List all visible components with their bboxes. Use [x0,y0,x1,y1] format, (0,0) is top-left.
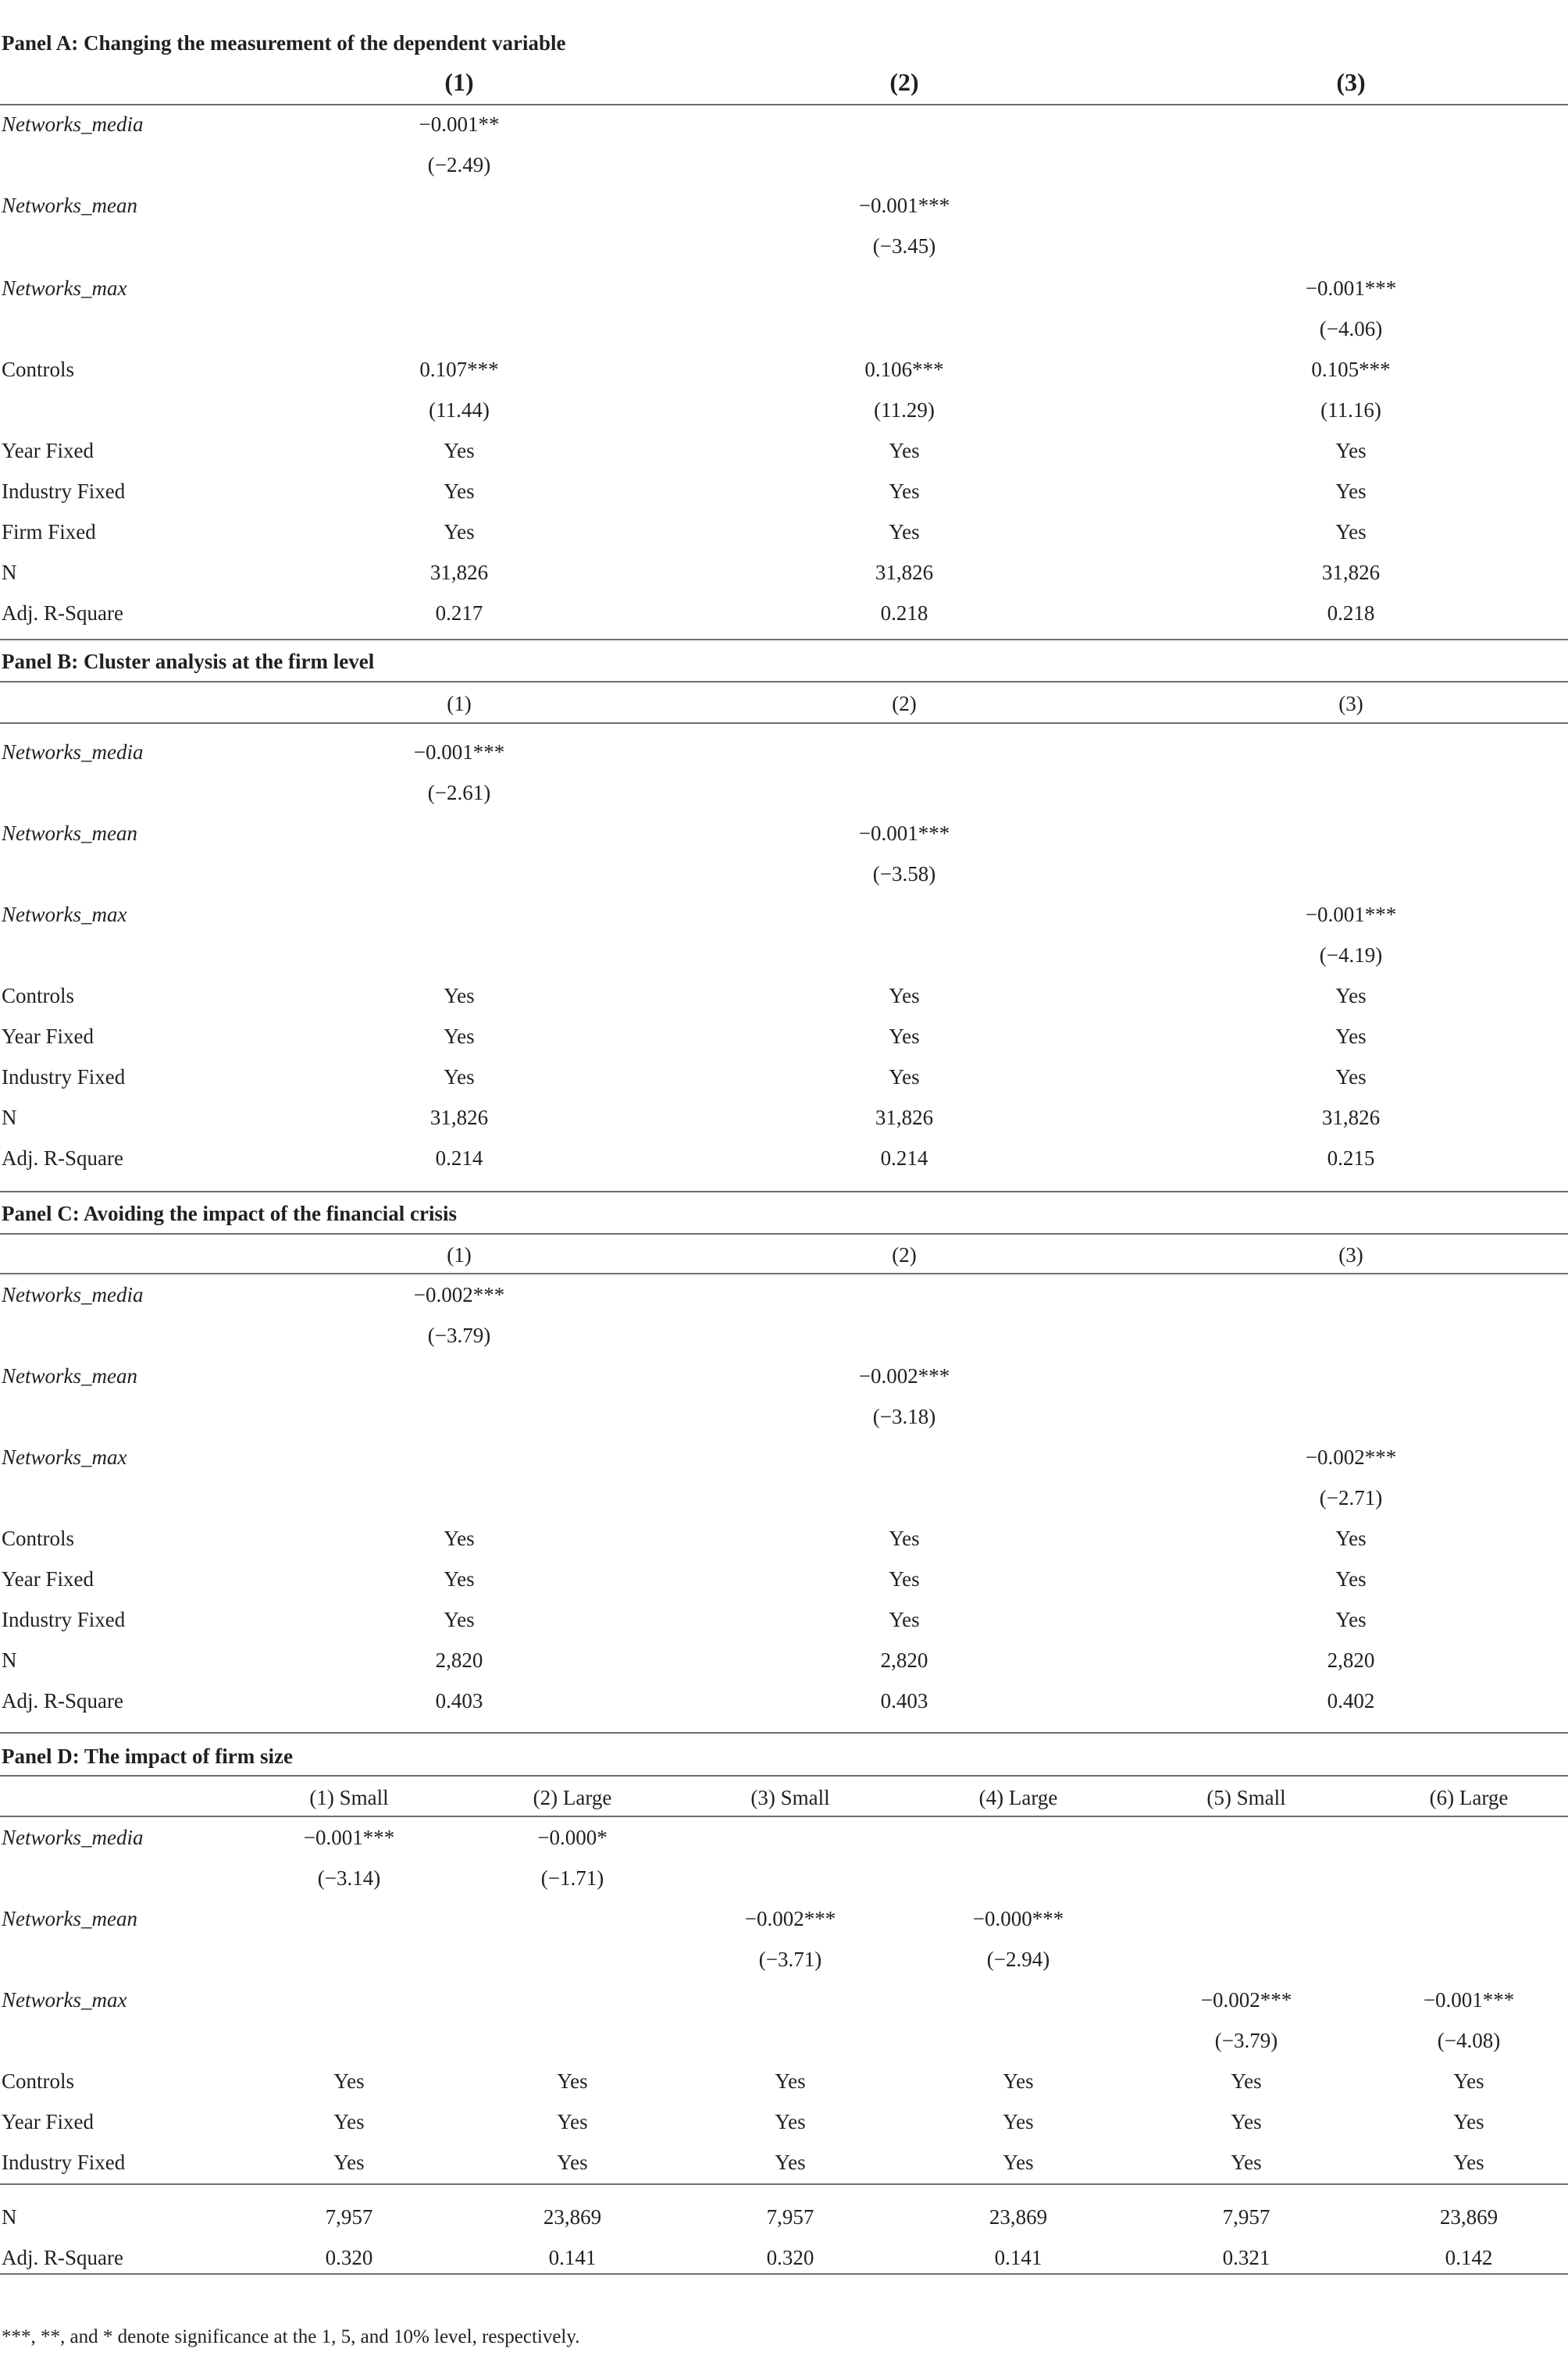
table-cell: Yes [889,1025,920,1048]
table-cell: Yes [889,1567,920,1591]
table-cell: Yes [1453,2069,1484,2093]
panel-bottom-rule [0,2273,1568,2275]
table-cell: (−2.71) [1319,1486,1383,1509]
table-cell: Yes [1453,2110,1484,2133]
table-cell: −0.002*** [744,1907,836,1930]
row-label: N [2,561,17,584]
table-cell: 0.214 [435,1146,483,1170]
table-cell: (11.29) [874,398,935,422]
column-header: (3) [1338,692,1363,715]
row-label: Industry Fixed [2,2151,126,2174]
table-cell: (−3.18) [872,1405,936,1428]
table-cell: Yes [1335,1567,1367,1591]
row-label: Networks_max [2,276,127,300]
row-label: Networks_mean [2,822,137,845]
column-header: (6) Large [1429,1786,1509,1809]
table-cell: Yes [1335,439,1367,462]
table-cell: (−3.71) [758,1948,822,1971]
table-cell: 0.320 [766,2246,814,2269]
row-label: Networks_mean [2,1364,137,1388]
table-cell: Yes [889,1065,920,1089]
column-header: (2) [892,1243,917,1267]
row-label: Industry Fixed [2,479,126,503]
table-cell: 7,957 [1222,2205,1270,2229]
panel-top-rule [0,1233,1568,1235]
table-cell: Yes [1335,1025,1367,1048]
table-cell: Yes [557,2110,588,2133]
table-cell: (11.44) [429,398,490,422]
row-label: Networks_media [2,1826,144,1849]
table-cell: Yes [889,479,920,503]
table-cell: Yes [444,479,475,503]
table-cell: Yes [1335,479,1367,503]
table-cell: −0.000*** [972,1907,1064,1930]
table-cell: −0.002*** [1200,1988,1292,2012]
row-label: Networks_max [2,1988,127,2012]
table-cell: (−3.58) [872,862,936,886]
table-cell: 23,869 [989,2205,1048,2229]
table-cell: 0.214 [880,1146,928,1170]
table-cell: −0.001*** [1305,903,1397,926]
table-cell: Yes [1003,2069,1034,2093]
table-cell: 0.403 [435,1689,483,1713]
table-cell: −0.001*** [303,1826,395,1849]
column-header: (1) [447,1243,472,1267]
table-cell: 0.141 [994,2246,1042,2269]
row-label: N [2,1648,17,1672]
header-rule [0,1273,1568,1274]
column-header: (3) Small [750,1786,830,1809]
row-label: Controls [2,984,75,1007]
table-cell: Yes [444,1527,475,1550]
table-cell: Yes [1003,2151,1034,2174]
row-label: Year Fixed [2,439,94,462]
panel-title: Panel A: Changing the measurement of the dependent variable [2,31,566,55]
row-label: Controls [2,358,75,381]
header-rule [0,722,1568,724]
row-label: Networks_max [2,1445,127,1469]
row-label: Firm Fixed [2,520,96,544]
table-cell: Yes [1335,1608,1367,1631]
table-cell: 2,820 [435,1648,483,1672]
table-cell: Yes [1231,2110,1262,2133]
table-cell: Yes [1003,2110,1034,2133]
table-cell: 23,869 [543,2205,602,2229]
table-cell: −0.001*** [1423,1988,1515,2012]
row-label: Industry Fixed [2,1608,126,1631]
column-header: (2) [889,68,919,96]
table-cell: Yes [889,520,920,544]
column-header: (5) Small [1206,1786,1286,1809]
table-cell: Yes [1335,1527,1367,1550]
row-label: Adj. R-Square [2,1689,123,1713]
table-cell: Yes [1335,1065,1367,1089]
column-header: (2) [892,692,917,715]
table-cell: (11.16) [1320,398,1381,422]
table-cell: 0.106*** [864,358,944,381]
table-cell: (−3.79) [1214,2029,1278,2052]
row-label: Controls [2,1527,75,1550]
table-cell: 31,826 [875,561,934,584]
table-cell: (−4.06) [1319,317,1383,340]
table-cell: 0.107*** [419,358,499,381]
table-cell: 0.321 [1222,2246,1270,2269]
table-cell: 31,826 [429,1106,489,1129]
table-cell: Yes [557,2151,588,2174]
column-header: (1) [447,692,472,715]
row-label: Adj. R-Square [2,2246,123,2269]
table-cell: Yes [1335,520,1367,544]
row-label: Networks_media [2,112,144,136]
column-header: (1) Small [309,1786,389,1809]
table-cell: Yes [1335,984,1367,1007]
table-cell: Yes [444,1025,475,1048]
column-header: (3) [1338,1243,1363,1267]
table-cell: 31,826 [429,561,489,584]
table-cell: Yes [1453,2151,1484,2174]
table-cell: (−3.45) [872,234,936,258]
row-label: N [2,1106,17,1129]
significance-footnote: ***, **, and * denote significance at the 1, 5, and 10% level, respectively. [2,2326,580,2347]
table-cell: 7,957 [325,2205,373,2229]
table-cell: (−4.08) [1437,2029,1501,2052]
table-cell: −0.002*** [858,1364,950,1388]
table-cell: 0.215 [1327,1146,1375,1170]
table-cell: Yes [1231,2069,1262,2093]
table-cell: Yes [557,2069,588,2093]
row-label: Adj. R-Square [2,1146,123,1170]
table-cell: −0.001*** [1305,276,1397,300]
row-label: Networks_media [2,740,144,764]
column-header: (4) Large [978,1786,1058,1809]
panel-top-rule [0,681,1568,683]
row-label: Networks_max [2,903,127,926]
table-cell: Yes [444,1065,475,1089]
table-cell: (−4.19) [1319,943,1383,967]
table-cell: −0.001** [419,112,500,136]
table-cell: Yes [333,2151,365,2174]
mid-rule [0,2183,1568,2185]
table-cell: 0.403 [880,1689,928,1713]
panel-top-rule [0,104,1568,105]
table-cell: (−1.71) [540,1866,604,1890]
panel-bottom-rule [0,1191,1568,1192]
table-cell: 0.141 [548,2246,597,2269]
row-label: Controls [2,2069,75,2093]
row-label: Year Fixed [2,1025,94,1048]
table-cell: 23,869 [1439,2205,1499,2229]
table-cell: (−3.79) [427,1324,491,1347]
table-cell: Yes [775,2069,806,2093]
table-cell: 2,820 [1327,1648,1375,1672]
row-label: Adj. R-Square [2,601,123,625]
table-cell: 0.105*** [1311,358,1391,381]
table-cell: 31,826 [875,1106,934,1129]
row-label: Networks_mean [2,194,137,217]
table-cell: (−2.61) [427,781,491,804]
table-cell: Yes [444,1567,475,1591]
column-header: (1) [444,68,474,96]
table-cell: 0.217 [435,601,483,625]
table-cell: Yes [444,1608,475,1631]
table-cell: −0.002*** [413,1283,505,1306]
row-label: Networks_mean [2,1907,137,1930]
table-cell: −0.001*** [858,822,950,845]
row-label: Industry Fixed [2,1065,126,1089]
table-cell: Yes [775,2151,806,2174]
table-cell: Yes [889,1527,920,1550]
panel-title: Panel B: Cluster analysis at the firm level [2,650,375,673]
table-cell: (−3.14) [317,1866,381,1890]
table-cell: Yes [333,2069,365,2093]
table-cell: (−2.49) [427,153,491,176]
table-cell: 31,826 [1321,561,1381,584]
row-label: Networks_media [2,1283,144,1306]
panel-title: Panel C: Avoiding the impact of the financial crisis [2,1202,457,1225]
table-cell: 0.218 [1327,601,1375,625]
table-cell: Yes [775,2110,806,2133]
table-cell: −0.001*** [413,740,505,764]
table-cell: (−2.94) [986,1948,1050,1971]
column-header: (3) [1336,68,1366,96]
table-cell: Yes [889,1608,920,1631]
table-cell: 0.142 [1445,2246,1493,2269]
table-cell: 2,820 [880,1648,928,1672]
table-cell: Yes [889,439,920,462]
row-label: N [2,2205,17,2229]
panel-bottom-rule [0,639,1568,640]
header-rule [0,1816,1568,1817]
table-cell: Yes [444,984,475,1007]
table-cell: 31,826 [1321,1106,1381,1129]
table-cell: −0.000* [537,1826,608,1849]
table-cell: Yes [1231,2151,1262,2174]
table-cell: 0.218 [880,601,928,625]
row-label: Year Fixed [2,2110,94,2133]
table-cell: 0.402 [1327,1689,1375,1713]
panel-title: Panel D: The impact of firm size [2,1745,293,1768]
table-cell: Yes [889,984,920,1007]
table-cell: 7,957 [766,2205,814,2229]
column-header: (2) Large [533,1786,612,1809]
table-cell: Yes [333,2110,365,2133]
table-cell: −0.002*** [1305,1445,1397,1469]
table-cell: Yes [444,439,475,462]
panel-top-rule [0,1775,1568,1777]
table-cell: −0.001*** [858,194,950,217]
table-cell: Yes [444,520,475,544]
panel-bottom-rule [0,1732,1568,1734]
row-label: Year Fixed [2,1567,94,1591]
table-cell: 0.320 [325,2246,373,2269]
